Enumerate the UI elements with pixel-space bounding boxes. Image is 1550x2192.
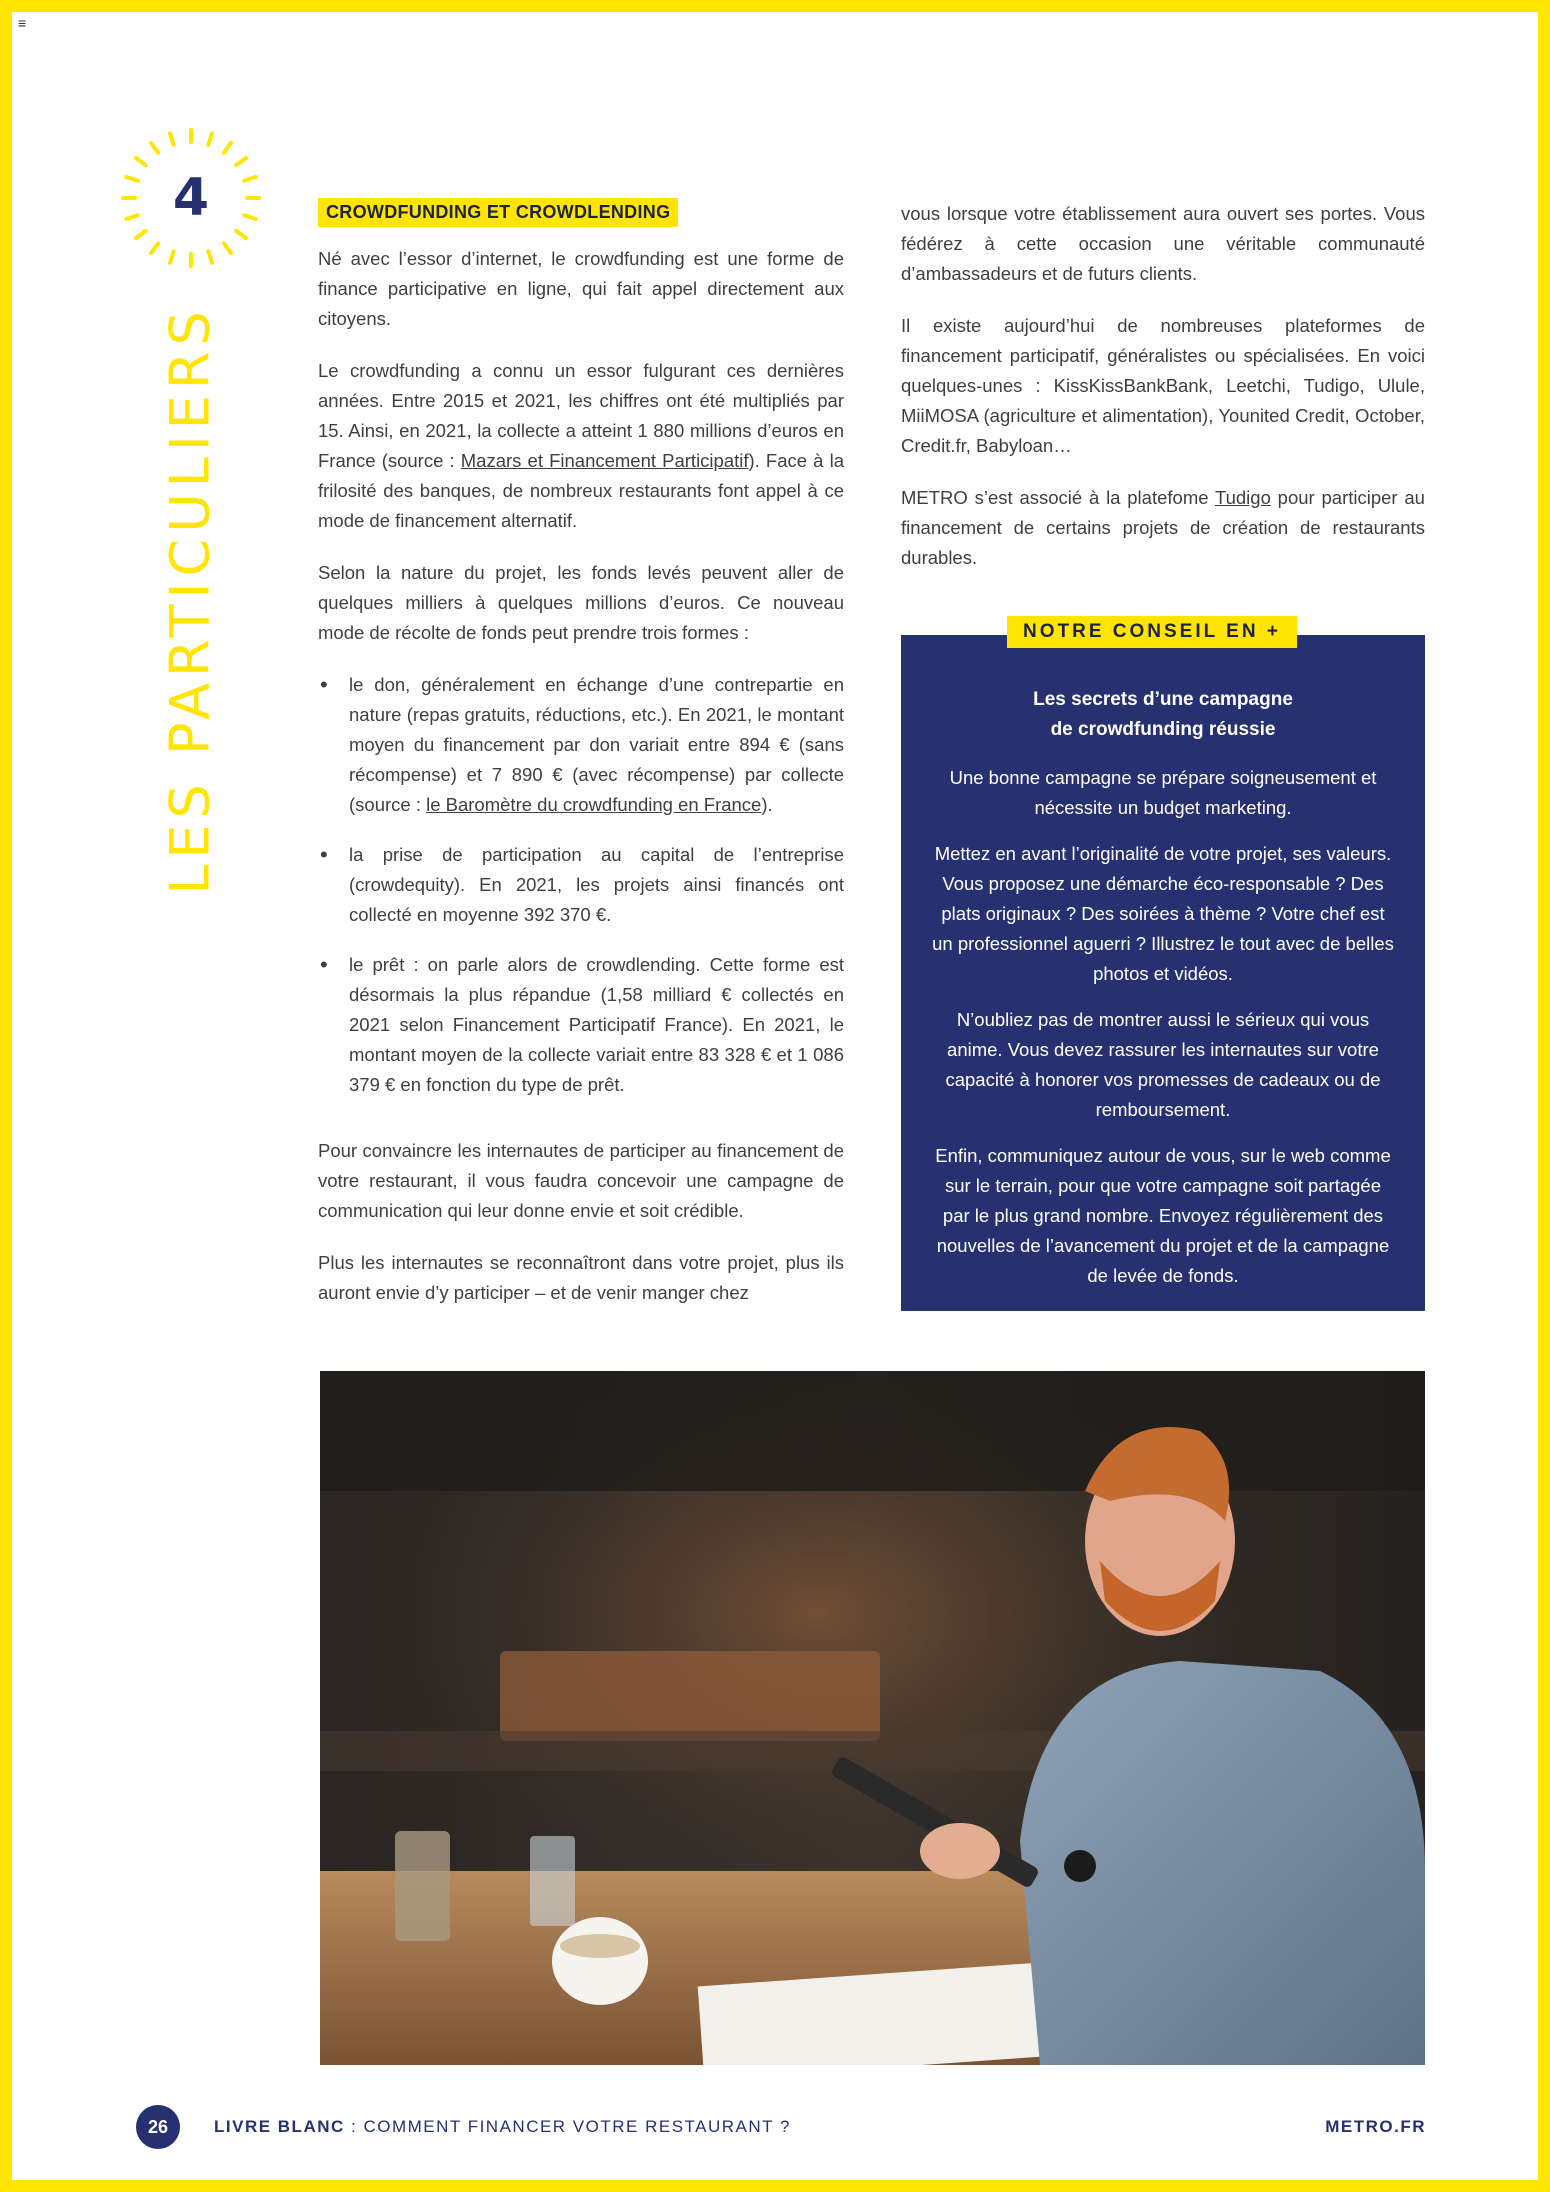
paragraph: vous lorsque votre établissement aura ouvert ses portes. Vous fédérez à cette occasion une véritable communauté d’ambassadeurs et de futurs clients. [901,203,1425,284]
paragraph: Selon la nature du projet, les fonds levés peuvent aller de quelques milliers à quelques millions d’euros. Ce nouveau mode de récolte de fonds peut prendre trois formes : [318,562,844,643]
list-item: • le don, généralement en échange d’une contrepartie en nature (repas gratuits, réductions, etc.). En 2021, le montant moyen du financement par don variait entre 894 € (sans récompense) et 7 890 € (avec récompense) par collecte (source : le Baromètre du crowdfunding en France). [318,670,844,820]
menu-icon[interactable]: ≡ [18,15,27,31]
paragraph: Né avec l’essor d’internet, le crowdfunding est une forme de finance participative en ligne, qui fait appel directement aux citoyens. [318,248,844,329]
advice-title: Les secrets d’une campagne de crowdfunding réussie [1033,689,1293,740]
page-number: 26 [136,2105,180,2149]
left-column [318,198,844,1330]
section-title-vertical: LES PARTICULIERS [158,305,222,895]
advice-paragraph: N’oubliez pas de montrer aussi le sérieux qui vous anime. Vous devez rassurer les internautes sur votre capacité à honorer vos promesses de cadeaux ou de remboursement. [945,1009,1381,1120]
advice-paragraph: Une bonne campagne se prépare soigneusement et nécessite un budget marketing. [949,767,1377,818]
link-mazars[interactable]: Mazars et Financement Participatif [460,450,749,471]
restaurant-photo [320,1371,1425,2065]
footer-site-link[interactable]: METRO.FR [1325,2117,1426,2136]
paragraph: Il existe aujourd’hui de nombreuses plateformes de financement participatif, généralistes ou spécialisées. En voici quelques-unes : KissKissBankBank, Leetchi, Tudigo, Ulule, MiiMOSA (agriculture et alimentation), Younited Credit, October, Credit.fr, Babyloan… [901,315,1425,456]
bullet-list [318,670,844,1100]
list-item: • la prise de participation au capital de l’entreprise (crowdequity). En 2021, les projets ainsi financés ont collecté en moyenne 392 370 €. [318,840,844,930]
list-item: • le prêt : on parle alors de crowdlending. Cette forme est désormais la plus répandue (1,58 milliard € collectés en 2021 selon Financement Participatif France). En 2021, le montant moyen de la collecte variait entre 83 328 € et 1 086 379 € en fonction du type de prêt. [318,950,844,1100]
footer-title: LIVRE BLANC : COMMENT FINANCER VOTRE RESTAURANT ? [214,2117,791,2136]
paragraph: Plus les internautes se reconnaîtront dans votre projet, plus ils auront envie d’y participer – et de venir manger chez [318,1252,844,1303]
section-number-badge [118,125,264,271]
right-column [901,199,1425,595]
page-footer [136,2105,1426,2151]
paragraph: METRO s’est associé à la platefome Tudigo pour participer au financement de certains projets de création de restaurants durables. [901,487,1425,568]
paragraph: Pour convaincre les internautes de participer au financement de votre restaurant, il vous faudra concevoir une campagne de communication qui leur donne envie et soit crédible. [318,1140,844,1221]
advice-paragraph: Enfin, communiquez autour de vous, sur le web comme sur le terrain, pour que votre campagne soit partagée par le plus grand nombre. Envoyez régulièrement des nouvelles de l’avancement du projet et de la campagne de levée de fonds. [935,1145,1391,1286]
advice-paragraph: Mettez en avant l’originalité de votre projet, ses valeurs. Vous proposez une démarche éco-responsable ? Des plats originaux ? Des soirées à thème ? Votre chef est un professionnel aguerri ? Illustrez le tout avec de belles photos et vidéos. [932,843,1394,984]
link-tudigo[interactable]: Tudigo [1214,487,1271,508]
advice-tag: NOTRE CONSEIL EN + [1007,616,1297,648]
advice-box [901,635,1425,1311]
link-barometre[interactable]: le Baromètre du crowdfunding en France [426,794,762,815]
section-heading: CROWDFUNDING ET CROWDLENDING [318,198,678,227]
section-number: 4 [172,168,210,228]
paragraph: Le crowdfunding a connu un essor fulgurant ces dernières années. Entre 2015 et 2021, les chiffres ont été multipliés par 15. Ainsi, en 2021, la collecte a atteint 1 880 millions d’euros en France (source : Mazars et Financement Participatif). Face à la frilosité des banques, de nombreux restaurants font appel à ce mode de financement alternatif. [318,360,844,531]
